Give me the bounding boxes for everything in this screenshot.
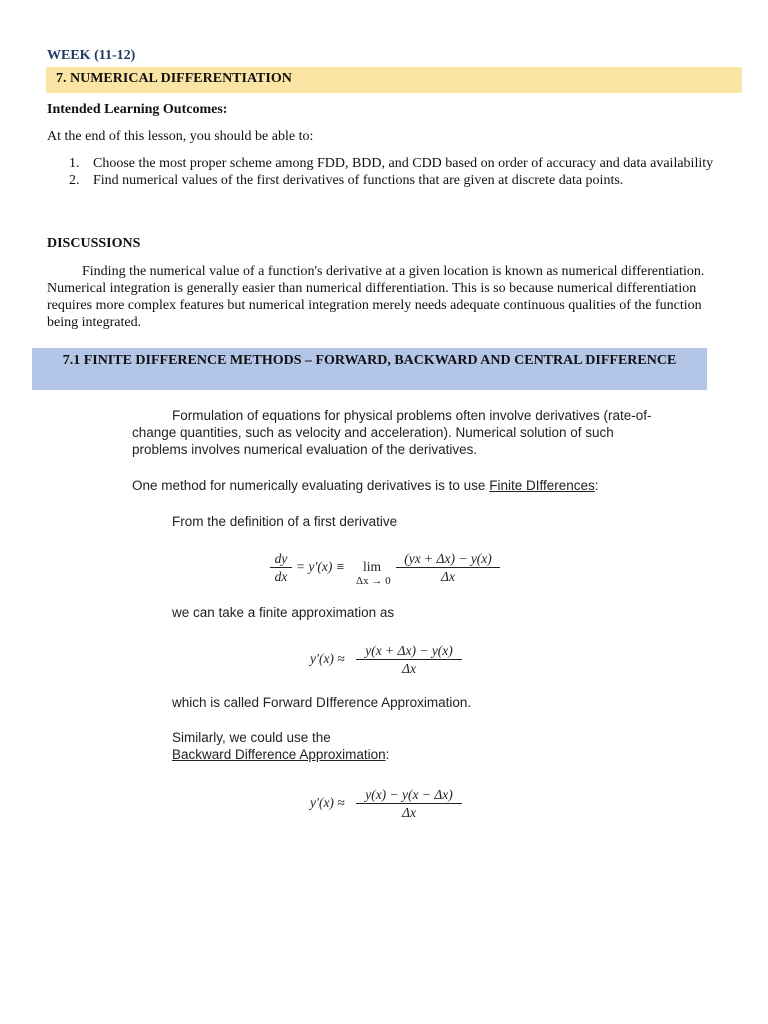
list-text: Find numerical values of the first derivatives of functions that are given at discrete data points. [93,173,624,188]
dy-dx-fraction [270,550,292,585]
derivative-definition-equation [270,550,570,590]
fraction-numerator: y(x) − y(x − Δx) [356,786,462,804]
finite-differences-link[interactable]: Finite DIfferences [489,478,595,493]
finite-difference-prefix: One method for numerically evaluating derivatives is to use [132,478,486,493]
discussions-paragraph: Finding the numerical value of a function's derivative at a given location is known as numerical differentiation. Numerical integration is generally easier than numerical differentiation. This is so because numerical differentiation requires more complex features but numerical integration merely needs adequate continuous qualities of the function being integrated. [47,264,705,330]
list-text: Choose the most proper scheme among FDD, BDD, and CDD based on order of accuracy and data availability [93,156,714,171]
similarly-text: Similarly, we could use the [172,730,331,745]
backward-difference-link[interactable]: Backward Difference Approximation [172,747,386,762]
limit-label: lim [363,559,382,574]
ilo-intro: At the end of this lesson, you should be able to: [47,129,314,144]
equation-lhs: y′(x) ≈ [310,795,345,810]
fraction-denominator: Δx [402,805,416,820]
scanned-excerpt [120,400,680,830]
ilo-list [47,155,727,189]
topic-banner [46,67,742,93]
fraction-denominator: Δx [441,569,455,584]
section-banner [32,348,707,390]
section-heading: 7.1 FINITE DIFFERENCE METHODS – FORWARD, BACKWARD AND CENTRAL DIFFERENCE [62,353,677,368]
backward-difference-suffix: : [385,747,390,762]
list-number: 2. [69,173,80,188]
fraction-denominator: dx [274,569,288,584]
finite-difference-suffix: : [594,478,599,493]
discussions-heading: DISCUSSIONS [47,236,141,251]
list-number: 1. [69,156,80,171]
definition-intro: From the definition of a first derivative [172,514,398,529]
backward-difference-line [172,746,389,763]
backward-difference-equation [310,786,510,822]
finite-difference-line [132,477,662,494]
equation-lhs: y′(x) ≈ [310,651,345,666]
approximation-intro: we can take a finite approximation as [172,605,395,620]
scan-paragraph: Formulation of equations for physical problems often involve derivatives (rate-of-change quantities, such as velocity and acceleration). Numerical solution of such problems involves numerical evaluation of the derivatives. [132,408,652,457]
forward-difference-text: which is called Forward DIfference Approximation. [172,695,472,710]
topic-title: 7. NUMERICAL DIFFERENTIATION [56,71,292,86]
forward-fraction [356,642,462,677]
equation-middle: = y′(x) ≡ [296,559,345,574]
fraction-numerator: (yx + Δx) − y(x) [396,550,500,568]
fraction-denominator: Δx [402,661,416,676]
forward-difference-equation [310,642,510,678]
fraction-numerator: dy [270,550,292,568]
list-item [47,172,727,189]
fraction-numerator: y(x + Δx) − y(x) [356,642,462,660]
week-label: WEEK (11-12) [47,48,136,63]
list-item [47,155,727,172]
ilo-heading: Intended Learning Outcomes: [47,102,228,117]
backward-fraction [356,786,462,821]
rhs-fraction [396,550,500,585]
limit-subscript: Δx → 0 [356,575,391,587]
